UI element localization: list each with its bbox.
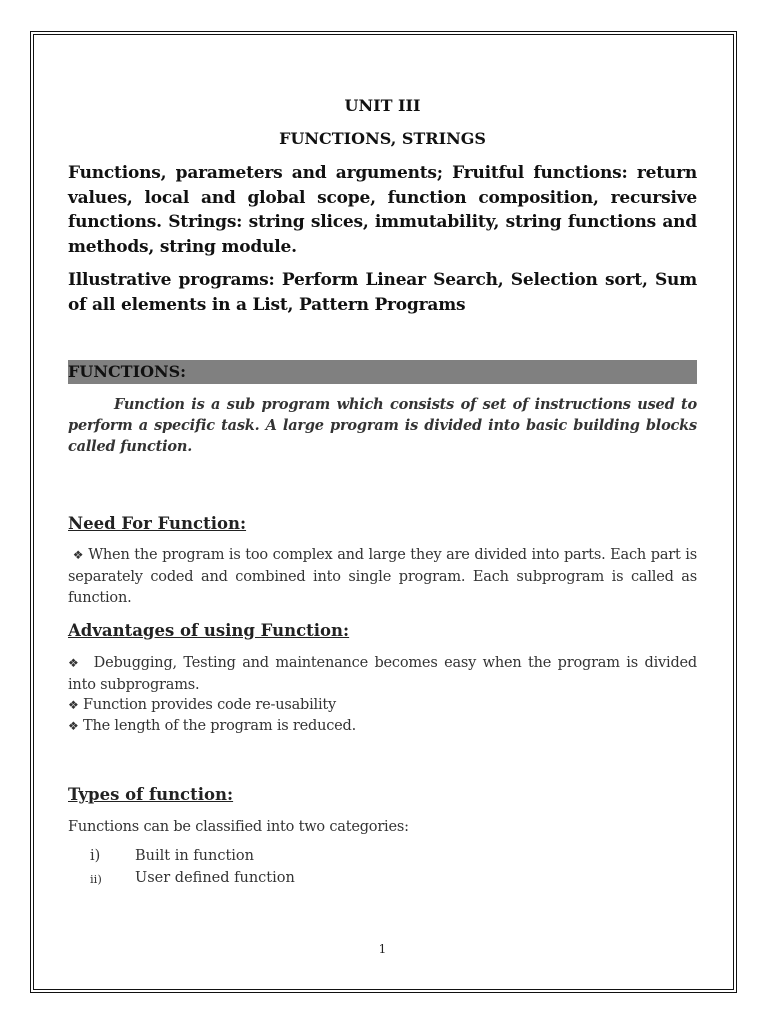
diamond-bullet-icon: ❖	[68, 698, 79, 712]
functions-heading-band	[68, 360, 697, 384]
types-intro: Functions can be classified into two categories:	[68, 819, 409, 835]
unit-title: UNIT III	[344, 96, 421, 115]
advantage-text: The length of the program is reduced.	[82, 718, 357, 734]
advantage-item	[68, 695, 697, 717]
illustrative-programs: Illustrative programs: Perform Linear Search, Selection sort, Sum of all elements in a List, Pattern Programs	[68, 270, 697, 315]
advantage-text: Debugging, Testing and maintenance becomes easy when the program is divided into subprograms.	[68, 655, 697, 693]
advantage-item	[68, 653, 697, 696]
need-text: When the program is too complex and large they are divided into parts. Each part is separately coded and combined into single program. Each subprogram is called as function.	[68, 547, 697, 606]
diamond-bullet-icon: ❖	[68, 719, 79, 733]
diamond-bullet-icon: ❖	[68, 656, 81, 670]
advantage-item	[68, 716, 697, 738]
list-number: i)	[90, 848, 101, 864]
syllabus-topics: Functions, parameters and arguments; Fruitful functions: return values, local and global scope, function composition, recursive functions. Strings: string slices, immutability, string functions and methods, string module.	[68, 163, 697, 257]
types-heading: Types of function:	[68, 785, 234, 804]
list-text: User defined function	[135, 870, 295, 886]
unit-subtitle: FUNCTIONS, STRINGS	[279, 129, 486, 148]
diamond-bullet-icon: ❖	[72, 548, 84, 562]
list-number: ii)	[90, 872, 102, 886]
functions-heading: FUNCTIONS:	[68, 362, 187, 381]
function-definition: Function is a sub program which consists of set of instructions used to perform a specific task. A large program is divided into basic building blocks called function.	[68, 396, 697, 455]
list-text: Built in function	[135, 848, 254, 864]
need-for-function-text	[68, 545, 697, 610]
need-for-function-heading: Need For Function:	[68, 514, 247, 533]
advantage-text: Function provides code re-usability	[82, 697, 337, 713]
advantages-heading: Advantages of using Function:	[68, 621, 350, 640]
page-number: 1	[378, 942, 387, 956]
